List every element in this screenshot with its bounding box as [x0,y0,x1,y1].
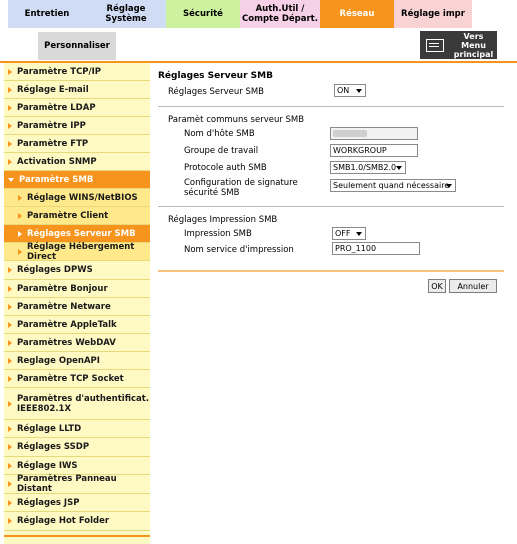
tab-reglage-systeme[interactable]: Réglage Système [86,0,166,28]
sidebar-item-iws[interactable]: Réglage IWS [4,457,150,475]
arrow-right-icon [8,340,12,346]
cancel-button[interactable]: Annuler [449,279,497,293]
print-section-heading: Réglages Impression SMB [168,215,278,225]
sidebar-item-smb-server[interactable]: Réglages Serveur SMB [4,225,150,243]
sidebar-item-direct-hosting[interactable]: Réglage Hébergement Direct [4,243,150,261]
sidebar-item-ipp[interactable]: Paramètre IPP [4,117,150,135]
sidebar-item-jsp[interactable]: Réglages JSP [4,494,150,512]
sidebar-item-ssdp[interactable]: Réglages SSDP [4,438,150,457]
sidebar-item-ldap[interactable]: Paramètre LDAP [4,99,150,117]
arrow-right-icon [8,286,12,292]
sidebar-item-ieee8021x[interactable]: Paramètres d'authentificat. IEEE802.1X [4,388,150,420]
sidebar-item-remote-panel[interactable]: Paramètres Panneau Distant [4,475,150,494]
page-title: Réglages Serveur SMB [158,71,273,81]
redacted-value [333,130,367,137]
sidebar-item-wins-netbios[interactable]: Réglage WINS/NetBIOS [4,189,150,207]
sidebar-item-snmp[interactable]: Activation SNMP [4,153,150,171]
main-panel [158,63,508,544]
chevron-down-icon [396,166,402,170]
menu-icon [426,39,444,52]
workgroup-field[interactable]: WORKGROUP [330,144,418,157]
arrow-right-icon [8,159,12,165]
sidebar-item-openapi[interactable]: Reglage OpenAPI [4,352,150,370]
sub-bar [0,28,517,62]
signature-select[interactable]: Seulement quand nécessaire [330,179,456,192]
arrow-right-icon [8,426,12,432]
auth-protocol-select[interactable]: SMB1.0/SMB2.0 [330,161,406,174]
hostname-field[interactable] [330,127,418,140]
sidebar-item-appletalk[interactable]: Paramètre AppleTalk [4,316,150,334]
sidebar-item-bonjour[interactable]: Paramètre Bonjour [4,280,150,298]
main-menu-button[interactable] [420,31,497,59]
sidebar-item-lltd[interactable]: Réglage LLTD [4,420,150,438]
arrow-right-icon [8,123,12,129]
sidebar-item-smb[interactable]: Paramètre SMB [4,171,150,189]
arrow-right-icon [8,267,12,273]
chevron-down-icon [356,89,362,93]
section-divider [158,206,504,207]
top-tab-bar [0,0,517,28]
arrow-right-icon [18,231,22,237]
arrow-right-icon [8,376,12,382]
tab-reglage-impr[interactable]: Réglage impr [394,0,472,28]
sidebar-item-email[interactable]: Réglage E-mail [4,81,150,99]
arrow-right-icon [8,87,12,93]
tab-auth-util[interactable]: Auth.Util / Compte Départ. [240,0,320,28]
common-section-heading: Paramèt communs serveur SMB [168,115,305,125]
arrow-right-icon [8,322,12,328]
tab-securite[interactable]: Sécurité [166,0,240,28]
ok-button[interactable]: OK [428,279,446,293]
sidebar-item-netware[interactable]: Paramètre Netware [4,298,150,316]
arrow-right-icon [8,463,12,469]
tab-personnaliser[interactable]: Personnaliser [38,32,116,60]
arrow-right-icon [8,481,12,487]
hostname-label: Nom d'hôte SMB [184,129,255,139]
sidebar-item-client[interactable]: Paramètre Client [4,207,150,225]
signature-label: Configuration de signature sécurité SMB [184,178,298,198]
tab-reseau[interactable]: Réseau [320,0,394,28]
arrow-right-icon [8,518,12,524]
chevron-down-icon [356,232,362,236]
smb-print-select[interactable]: OFF [332,227,366,240]
smb-server-label: Réglages Serveur SMB [168,87,264,97]
tab-entretien[interactable]: Entretien [8,0,86,28]
arrow-right-icon [8,358,12,364]
auth-protocol-label: Protocole auth SMB [184,163,267,173]
sidebar-item-ftp[interactable]: Paramètre FTP [4,135,150,153]
sidebar-item-webdav[interactable]: Paramètres WebDAV [4,334,150,352]
arrow-right-icon [18,195,22,201]
arrow-right-icon [8,141,12,147]
form-bottom-divider [158,270,504,272]
chevron-down-icon [446,184,452,188]
workgroup-label: Groupe de travail [184,146,259,156]
arrow-right-icon [8,69,12,75]
sidebar-item-hot-folder[interactable]: Réglage Hot Folder [4,512,150,531]
arrow-right-icon [8,444,12,450]
main-menu-label: Vers Menu principal [453,31,494,59]
arrow-right-icon [8,105,12,111]
sidebar-bottom-line [4,535,150,537]
sidebar-item-dpws[interactable]: Réglages DPWS [4,261,150,280]
arrow-right-icon [18,213,22,219]
arrow-right-icon [8,500,12,506]
arrow-right-icon [8,401,12,407]
sidebar [4,63,150,544]
smb-print-label: Impression SMB [184,229,252,239]
print-service-label: Nom service d'impression [184,245,294,255]
section-divider [158,106,504,107]
print-service-field[interactable]: PRO_1100 [332,242,420,255]
arrow-down-icon [8,178,14,182]
sidebar-item-tcpip[interactable]: Paramètre TCP/IP [4,63,150,81]
arrow-right-icon [8,304,12,310]
sidebar-item-tcp-socket[interactable]: Paramètre TCP Socket [4,370,150,388]
smb-server-select[interactable]: ON [334,84,366,97]
arrow-right-icon [18,249,22,255]
